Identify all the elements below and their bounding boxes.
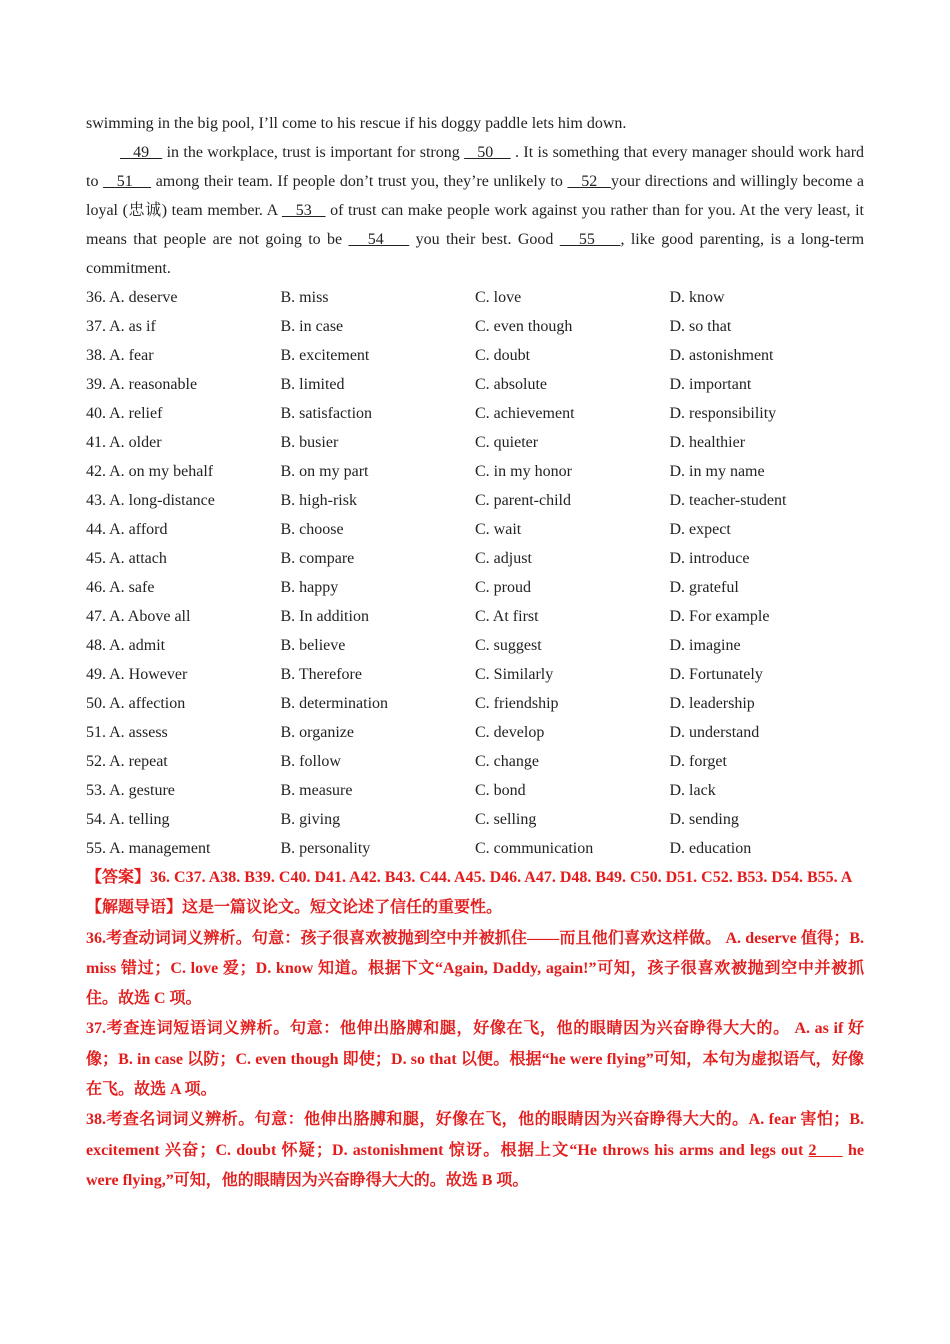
option-c: C. in my honor [475, 463, 572, 480]
option-d: D. education [669, 840, 752, 857]
option-d: D. leadership [669, 695, 755, 712]
option-a: 39. A. reasonable [86, 376, 198, 393]
option-b: B. high-risk [280, 492, 357, 509]
option-row [86, 312, 864, 341]
passage-text: of trust can make people work against you rather than for you. At the very least, it means that people are not going to be [86, 202, 865, 248]
option-b: B. determination [280, 695, 389, 712]
option-b: B. measure [280, 782, 353, 799]
option-d: D. imagine [669, 637, 741, 654]
option-b: B. busier [280, 434, 339, 451]
option-c: C. adjust [475, 550, 532, 567]
option-c: C. change [475, 753, 539, 770]
passage-text: . It is something that every manager should work hard to [86, 144, 865, 190]
option-row [86, 341, 864, 370]
option-a: 48. A. admit [86, 637, 166, 654]
option-row [86, 370, 864, 399]
option-d: D. responsibility [669, 405, 777, 422]
guide-text: 这是一篇议论文。短文论述了信任的重要性。 [182, 899, 503, 917]
option-a: 46. A. safe [86, 579, 155, 596]
option-a: 42. A. on my behalf [86, 463, 214, 480]
option-b: B. happy [280, 579, 339, 596]
option-d: D. important [669, 376, 752, 393]
option-row [86, 805, 864, 834]
option-c: C. selling [475, 811, 537, 828]
option-c: C. proud [475, 579, 531, 596]
option-c: C. love [475, 289, 522, 306]
option-c: C. quieter [475, 434, 539, 451]
passage-first-line: swimming in the big pool, I’ll come to his rescue if his doggy paddle lets him down. [86, 115, 627, 132]
option-b: B. personality [280, 840, 371, 857]
option-b: B. excitement [280, 347, 370, 364]
option-row [86, 834, 864, 863]
option-row [86, 399, 864, 428]
option-d: D. healthier [669, 434, 746, 451]
option-a: 40. A. relief [86, 405, 163, 422]
answer-blank: 51 [103, 173, 152, 190]
option-c: C. bond [475, 782, 526, 799]
option-row [86, 747, 864, 776]
answer-label: 【答案】 [86, 869, 151, 886]
option-d: D. in my name [669, 463, 765, 480]
option-c: C. parent-child [475, 492, 571, 509]
option-row [86, 660, 864, 689]
option-b: B. giving [280, 811, 341, 828]
option-row [86, 776, 864, 805]
answer-blank: 50 [464, 144, 511, 161]
explanation-blank: 2 [808, 1141, 843, 1159]
option-c: C. absolute [475, 376, 547, 393]
passage-text: you their best. Good [409, 231, 560, 248]
option-a: 44. A. afford [86, 521, 168, 538]
explanation-37: 37.考查连词短语词义辨析。句意：他伸出胳膊和腿，好像在飞，他的眼睛因为兴奋睁得大大的。 A. as if 好像；B. in case 以防；C. even though 即使；D. so that 以便。根据“he were flying”可知，本句为虚拟语气，好像在飞。故选 A 项。 [86, 1020, 864, 1099]
option-c: C. communication [475, 840, 594, 857]
answer-blank: 53 [281, 202, 326, 219]
option-c: C. wait [475, 521, 522, 538]
options-list [86, 283, 864, 863]
option-row [86, 631, 864, 660]
passage-text: in the workplace, trust is important for strong [162, 144, 465, 161]
option-a: 49. A. However [86, 666, 188, 683]
option-a: 50. A. affection [86, 695, 186, 712]
option-b: B. Therefore [280, 666, 362, 683]
option-c: C. Similarly [475, 666, 554, 683]
option-d: D. so that [669, 318, 732, 335]
page-content [86, 109, 864, 1196]
passage-text: among their team. If people don’t trust you, they’re unlikely to [151, 173, 568, 190]
option-a: 41. A. older [86, 434, 162, 451]
passage-text: your directions and willingly become a loyal (忠诚) team member. A [86, 173, 865, 219]
answer-blank: 49 [120, 144, 163, 161]
option-d: D. know [669, 289, 725, 306]
option-row [86, 544, 864, 573]
option-b: B. miss [280, 289, 329, 306]
option-b: B. choose [280, 521, 344, 538]
option-d: D. teacher-student [669, 492, 787, 509]
explanation-38-tail: he were flying,”可知，他的眼睛因为兴奋睁得大大的。故选 B 项。 [86, 1141, 865, 1189]
option-d: D. For example [669, 608, 770, 625]
option-row [86, 515, 864, 544]
option-a: 55. A. management [86, 840, 211, 857]
option-a: 47. A. Above all [86, 608, 191, 625]
option-row [86, 718, 864, 747]
option-b: B. in case [280, 318, 344, 335]
answer-blank: 55 [559, 231, 621, 248]
option-b: B. compare [280, 550, 355, 567]
option-d: D. Fortunately [669, 666, 763, 683]
option-d: D. sending [669, 811, 739, 828]
answer-blank: 54 [348, 231, 410, 248]
option-b: B. follow [280, 753, 341, 770]
option-d: D. lack [669, 782, 716, 799]
option-d: D. forget [669, 753, 727, 770]
option-a: 52. A. repeat [86, 753, 168, 770]
option-d: D. grateful [669, 579, 739, 596]
option-d: D. expect [669, 521, 731, 538]
explanation-36: 36.考查动词词义辨析。句意：孩子很喜欢被抛到空中并被抓住——而且他们喜欢这样做。 A. deserve 值得；B. miss 错过；C. love 爱；D. know 知道。根据下文“Again, Daddy, again!”可知，孩子很喜欢被抛到空中并被抓住。故选 C 项。 [86, 929, 864, 1008]
option-a: 53. A. gesture [86, 782, 175, 799]
option-c: C. achievement [475, 405, 575, 422]
guide-label: 【解题导语】 [86, 899, 183, 917]
option-row [86, 689, 864, 718]
passage-paragraph [86, 138, 864, 283]
option-row [86, 602, 864, 631]
option-row [86, 457, 864, 486]
option-a: 36. A. deserve [86, 289, 178, 306]
option-d: D. introduce [669, 550, 750, 567]
option-d: D. understand [669, 724, 760, 741]
option-a: 43. A. long-distance [86, 492, 215, 509]
option-row [86, 486, 864, 515]
option-a: 37. A. as if [86, 318, 156, 335]
passage-text: , like good parenting, is a long-term commitment. [86, 231, 865, 277]
option-a: 51. A. assess [86, 724, 168, 741]
option-b: B. limited [280, 376, 345, 393]
option-c: C. doubt [475, 347, 531, 364]
option-c: C. suggest [475, 637, 542, 654]
option-c: C. At first [475, 608, 539, 625]
guide-block [86, 893, 864, 923]
answer-text: 36. C37. A38. B39. C40. D41. A42. B43. C44. A45. D46. A47. D48. B49. C50. D51. C52. B53. D54. B55. A [150, 869, 853, 886]
answer-block [86, 863, 864, 893]
option-a: 38. A. fear [86, 347, 154, 364]
option-a: 45. A. attach [86, 550, 167, 567]
option-c: C. friendship [475, 695, 559, 712]
option-row [86, 573, 864, 602]
explanation-38 [86, 1105, 864, 1196]
option-b: B. satisfaction [280, 405, 373, 422]
answer-blank: 52 [567, 173, 611, 190]
option-b: B. organize [280, 724, 354, 741]
option-b: B. on my part [280, 463, 369, 480]
option-c: C. even though [475, 318, 573, 335]
option-row [86, 283, 864, 312]
option-row [86, 428, 864, 457]
option-d: D. astonishment [669, 347, 774, 364]
option-c: C. develop [475, 724, 545, 741]
option-b: B. believe [280, 637, 346, 654]
option-a: 54. A. telling [86, 811, 170, 828]
explanation-38-text: 38.考查名词词义辨析。句意：他伸出胳膊和腿，好像在飞，他的眼睛因为兴奋睁得大大的。A. fear 害怕；B. excitement 兴奋；C. doubt 怀疑；D. astonishment 惊讶。根据上文“He throws his arms and legs out [86, 1111, 864, 1159]
option-b: B. In addition [280, 608, 369, 625]
